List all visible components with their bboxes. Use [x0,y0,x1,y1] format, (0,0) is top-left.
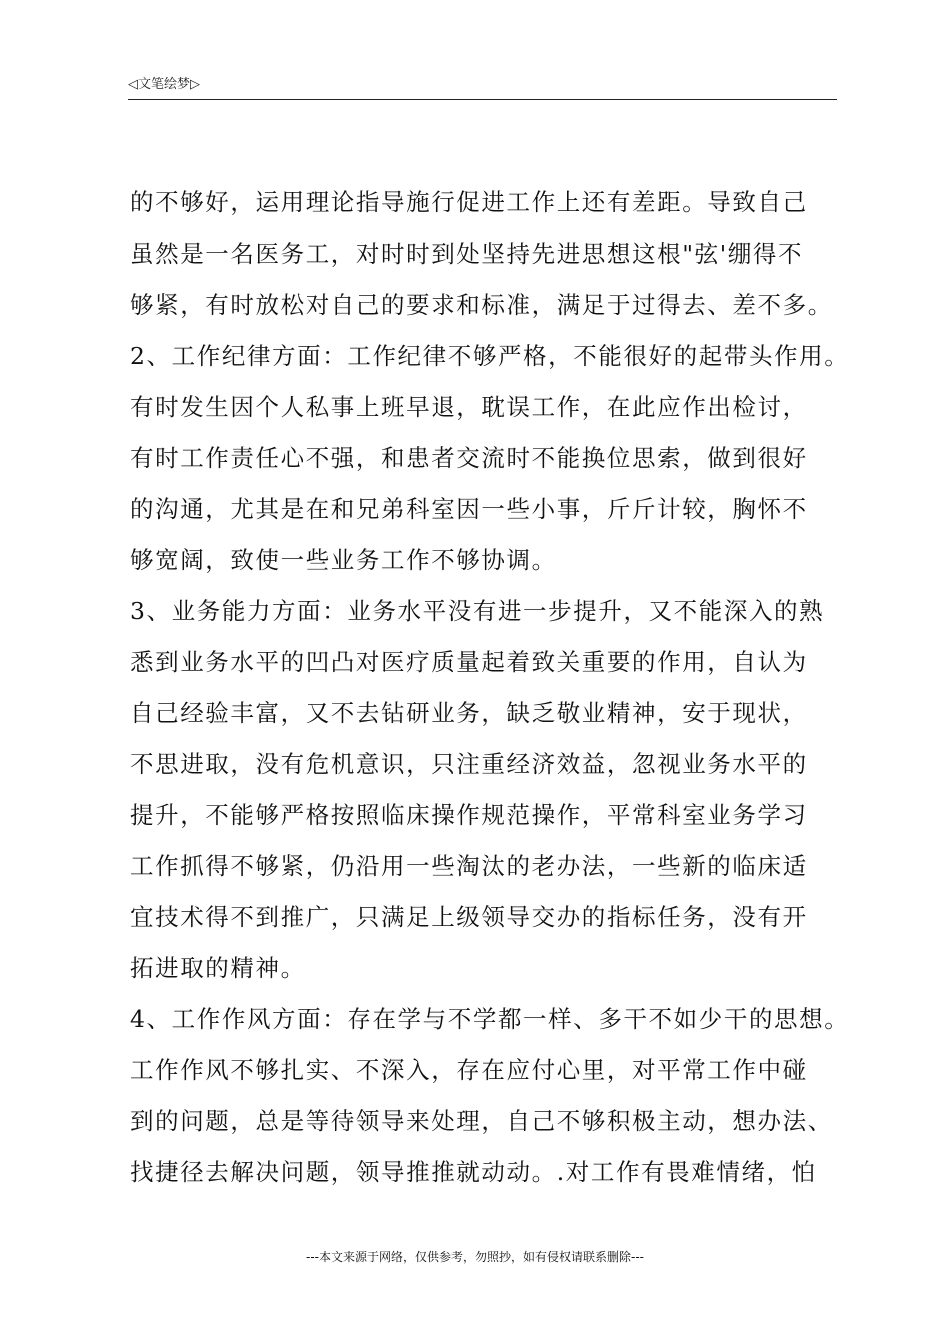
body-line: 工作作风不够扎实、不深入，存在应付心里，对平常工作中碰 [130,1056,808,1084]
body-line: 有时工作责任心不强，和患者交流时不能换位思索，做到很好 [130,444,808,472]
body-line: 够紧，有时放松对自己的要求和标准，满足于过得去、差不多。 [130,291,833,319]
body-line: 工作抓得不够紧，仍沿用一些淘汰的老办法，一些新的临床适 [130,852,808,880]
body-line: 的不够好，运用理论指导施行促进工作上还有差距。导致自己 [130,188,808,216]
body-line: 虽然是一名医务工，对时时到处坚持先进思想这根"弦'绷得不 [130,240,804,268]
body-line: 够宽阔，致使一些业务工作不够协调。 [130,546,557,574]
body-line: 自己经验丰富，又不去钻研业务，缺乏敬业精神，安于现状， [130,699,808,727]
page-footer: ---本文来源于网络，仅供参考，勿照抄，如有侵权请联系删除--- [306,1250,644,1264]
body-line: 宜技术得不到推广，只满足上级领导交办的指标任务，没有开 [130,903,808,931]
body-line: 有时发生因个人私事上班早退，耽误工作，在此应作出检讨， [130,393,808,421]
body-line: 到的问题，总是等待领导来处理，自己不够积极主动，想办法、 [130,1107,833,1135]
body-line: 拓进取的精神。 [130,954,306,982]
body-line: 提升，不能够严格按照临床操作规范操作，平常科室业务学习 [130,801,808,829]
body-line: 3、业务能力方面：业务水平没有进一步提升，又不能深入的熟 [130,597,825,625]
body-line: 悉到业务水平的凹凸对医疗质量起着致关重要的作用，自认为 [130,648,808,676]
header-title: ◁文笔绘梦▷ [128,77,200,92]
body-line: 不思进取，没有危机意识，只注重经济效益，忽视业务水平的 [130,750,808,778]
body-line: 的沟通，尤其是在和兄弟科室因一些小事，斤斤计较，胸怀不 [130,495,808,523]
body-line: 找捷径去解决问题，领导推推就动动。.对工作有畏难情绪，怕 [130,1158,817,1186]
body-line: 2、工作纪律方面：工作纪律不够严格，不能很好的起带头作用。 [130,342,850,370]
body-line: 4、工作作风方面：存在学与不学都一样、多干不如少干的思想。 [130,1005,850,1033]
